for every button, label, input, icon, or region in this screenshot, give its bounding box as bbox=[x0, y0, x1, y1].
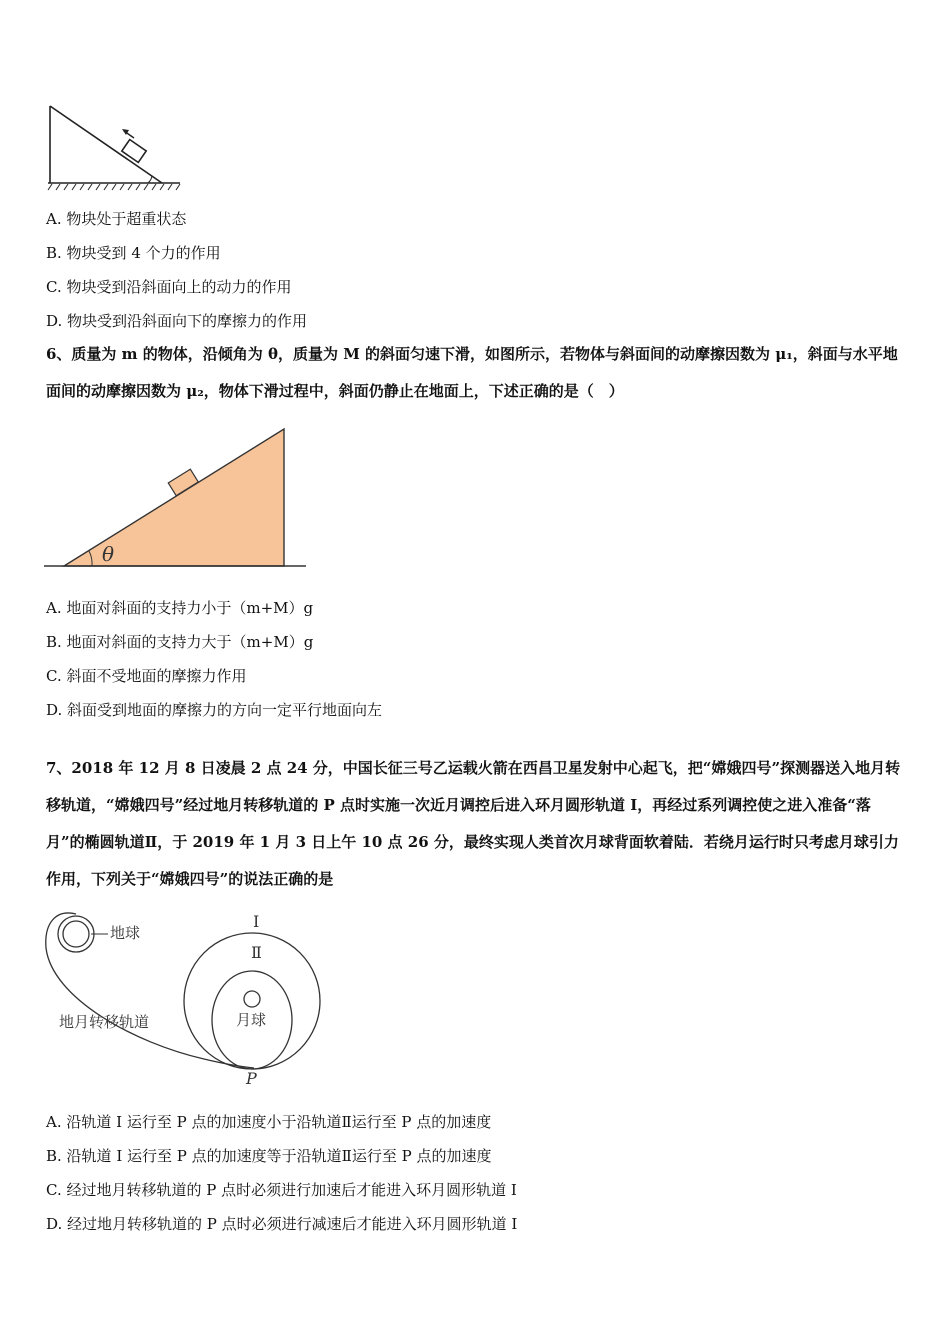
q5-option-b: B. 物块受到 4 个力的作用 bbox=[46, 244, 221, 262]
point-p-label: P bbox=[246, 1069, 257, 1088]
q5-option-d: D. 物块受到沿斜面向下的摩擦力的作用 bbox=[46, 312, 308, 330]
transfer-orbit bbox=[46, 913, 254, 1068]
incline-figure-q6 bbox=[44, 425, 308, 571]
q7-option-c: C. 经过地月转移轨道的 P 点时必须进行加速后才能进入环月圆形轨道 I bbox=[46, 1181, 517, 1199]
earth-label: 地球 bbox=[110, 924, 141, 942]
q7-option-d: D. 经过地月转移轨道的 P 点时必须进行减速后才能进入环月圆形轨道 I bbox=[46, 1215, 518, 1233]
moon bbox=[244, 991, 260, 1007]
orbit-2-label: Ⅱ bbox=[251, 943, 262, 962]
q7-option-b: B. 沿轨道 I 运行至 P 点的加速度等于沿轨道Ⅱ运行至 P 点的加速度 bbox=[46, 1147, 492, 1165]
q6-option-a: A. 地面对斜面的支持力小于（m+M）g bbox=[46, 599, 314, 617]
orbit-figure-q7 bbox=[44, 903, 334, 1091]
transfer-orbit-label: 地月转移轨道 bbox=[59, 1013, 150, 1031]
q6-option-c: C. 斜面不受地面的摩擦力作用 bbox=[46, 667, 247, 685]
q5-option-c: C. 物块受到沿斜面向上的动力的作用 bbox=[46, 278, 292, 296]
moon-label: 月球 bbox=[236, 1011, 267, 1029]
orbit-1-label: I bbox=[253, 912, 260, 931]
q6-stem: 6、质量为 m 的物体，沿倾角为 θ，质量为 M 的斜面匀速下滑，如图所示，若物体与斜面间的动摩擦因数为 μ₁，斜面与水平地面间的动摩擦因数为 μ₂，物体下滑过程中，斜面仍静止在地面上，下述正确的是（ ） bbox=[46, 345, 898, 400]
q7-stem: 7、2018 年 12 月 8 日凌晨 2 点 24 分，中国长征三号乙运载火箭在西昌卫星发射中心起飞，把“嫦娥四号”探测器送入地月转移轨道，“嫦娥四号”经过地月转移轨道的 P 点时实施一次近月调控后进入环月圆形轨道 I，再经过系列调控使之进入准备“落月”的椭圆轨道Ⅱ，于 2019 年 1 月 3 日上午 10 点 26 分，最终实现人类首次月球背面软着陆．若绕月运行时只考虑月球引力作用，下列关于“嫦娥四号”的说法正确的是 bbox=[46, 759, 901, 888]
q6-option-b: B. 地面对斜面的支持力大于（m+M）g bbox=[46, 633, 314, 651]
q5-option-a: A. 物块处于超重状态 bbox=[46, 210, 187, 228]
block bbox=[122, 140, 146, 163]
earth bbox=[63, 921, 89, 947]
q6-option-d: D. 斜面受到地面的摩擦力的方向一定平行地面向左 bbox=[46, 701, 383, 719]
incline-figure-q5 bbox=[44, 100, 184, 192]
q7-option-a: A. 沿轨道 I 运行至 P 点的加速度小于沿轨道Ⅱ运行至 P 点的加速度 bbox=[46, 1113, 492, 1131]
angle-label: θ bbox=[102, 542, 115, 566]
